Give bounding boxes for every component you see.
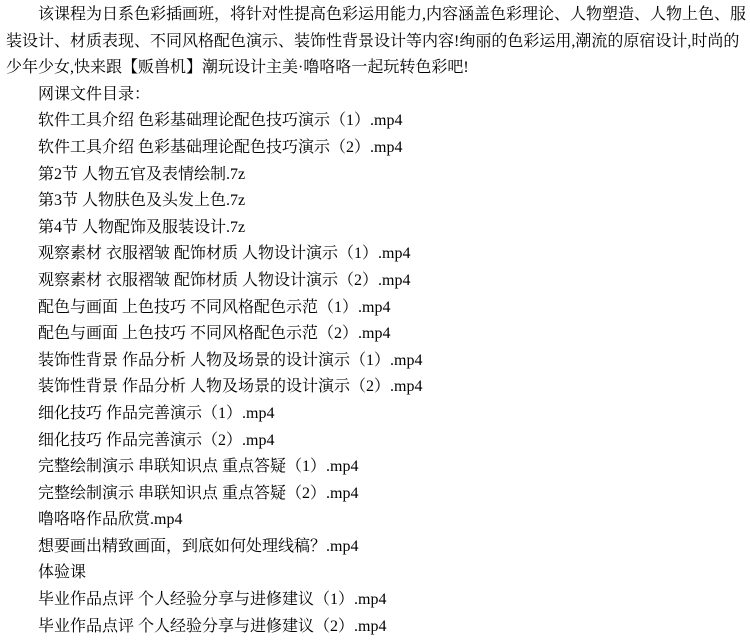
file-list: [6, 108, 746, 640]
file-list-item: 细化技巧 作品完善演示（1）.mp4: [38, 404, 275, 422]
file-list-item: 装饰性背景 作品分析 人物及场景的设计演示（1）.mp4: [38, 351, 423, 369]
intro-paragraph: 该课程为日系色彩插画班，将针对性提高色彩运用能力,内容涵盖色彩理论、人物塑造、人物上色、服装设计、材质表现、不同风格配色演示、装饰性背景设计等内容!绚丽的色彩运用,潮流的原宿设计,时尚的少年少女,快来跟【贩兽机】潮玩设计主美·噜咯咯一起玩转色彩吧!: [6, 6, 747, 77]
catalog-heading: 网课文件目录：: [38, 85, 151, 103]
file-list-item: 观察素材 衣服褶皱 配饰材质 人物设计演示（2）.mp4: [38, 271, 411, 289]
file-list-item: 软件工具介绍 色彩基础理论配色技巧演示（2）.mp4: [38, 138, 403, 156]
file-list-item: 软件工具介绍 色彩基础理论配色技巧演示（1）.mp4: [38, 112, 403, 130]
file-list-item: 第4节 人物配饰及服装设计.7z: [38, 218, 246, 236]
file-list-item: 完整绘制演示 串联知识点 重点答疑（2）.mp4: [38, 484, 359, 502]
file-list-item: 观察素材 衣服褶皱 配饰材质 人物设计演示（1）.mp4: [38, 245, 411, 263]
file-list-item: 毕业作品点评 个人经验分享与进修建议（1）.mp4: [38, 591, 387, 609]
file-list-item: 细化技巧 作品完善演示（2）.mp4: [38, 431, 275, 449]
file-list-item: 完整绘制演示 串联知识点 重点答疑（1）.mp4: [38, 458, 359, 476]
file-list-item: 第3节 人物肤色及头发上色.7z: [38, 192, 246, 210]
file-list-item: 体验课: [38, 564, 87, 582]
file-list-item: 噜咯咯作品欣赏.mp4: [38, 511, 183, 529]
file-list-item: 第2节 人物五官及表情绘制.7z: [38, 165, 246, 183]
file-list-item: 装饰性背景 作品分析 人物及场景的设计演示（2）.mp4: [38, 378, 423, 396]
file-list-item: 毕业作品点评 个人经验分享与进修建议（2）.mp4: [38, 617, 387, 635]
file-list-item: 配色与画面 上色技巧 不同风格配色示范（1）.mp4: [38, 298, 391, 316]
file-list-item: 配色与画面 上色技巧 不同风格配色示范（2）.mp4: [38, 325, 391, 343]
file-list-item: 想要画出精致画面，到底如何处理线稿？.mp4: [38, 537, 359, 555]
